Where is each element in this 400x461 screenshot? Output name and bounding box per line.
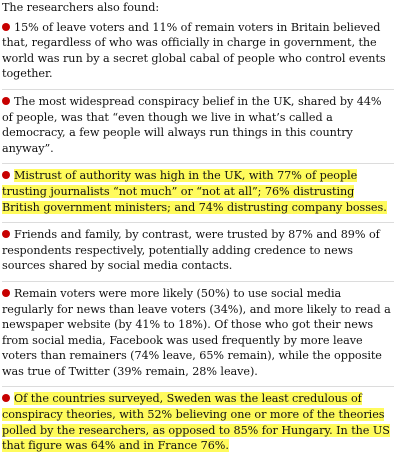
finding-text: The most widespread conspiracy belief in the UK, shared by 44% of people, was that “even though we live in what’s called a democracy, a few people will always run things in this country anyway”. [2,94,382,155]
highlighted-finding-text: Of the countries surveyed, Sweden was the least credulous of conspiracy theories, with 52% believing one or more of the theories polled by the researchers, as opposed to 85% for Hungary. In the US that figure was 64% and in France 76%. [2,392,390,453]
finding-paragraph-1 [2,20,394,82]
finding-text: Remain voters were more likely (50%) to use social media regularly for news than leave voters (34%), and more likely to read a newspaper website (by 41% to 18%). Of those who got their news from social media, Facebook was used frequently by more leave voters than remainers (74% leave, 65% remain), while the opposite was true of Twitter (39% remain, 28% leave). [2,286,391,378]
bullet-icon [2,289,10,297]
bullet-icon [2,230,10,238]
finding-paragraph-5 [2,281,394,380]
bullet-icon [2,171,10,179]
finding-text: 15% of leave voters and 11% of remain voters in Britain believed that, regardless of who was officially in charge in government, the world was run by a secret global cabal of people who control events together. [2,20,386,81]
finding-paragraph-6 [2,386,394,453]
highlighted-finding-text: Mistrust of authority was high in the UK, with 77% of people trusting journalists “not much” or “not at all”; 76% distrusting British government ministers; and 74% distrusting company bosses. [2,169,387,214]
article-body [2,0,394,461]
finding-text: Friends and family, by contrast, were trusted by 87% and 89% of respondents respectively, potentially adding credence to news sources shared by social media contacts. [2,228,380,273]
bullet-icon [2,394,10,402]
finding-paragraph-4 [2,222,394,274]
intro-text: The researchers also found: [2,1,160,14]
bullet-icon [2,97,10,105]
finding-paragraph-2 [2,89,394,156]
bullet-icon [2,23,10,31]
finding-paragraph-3 [2,163,394,215]
